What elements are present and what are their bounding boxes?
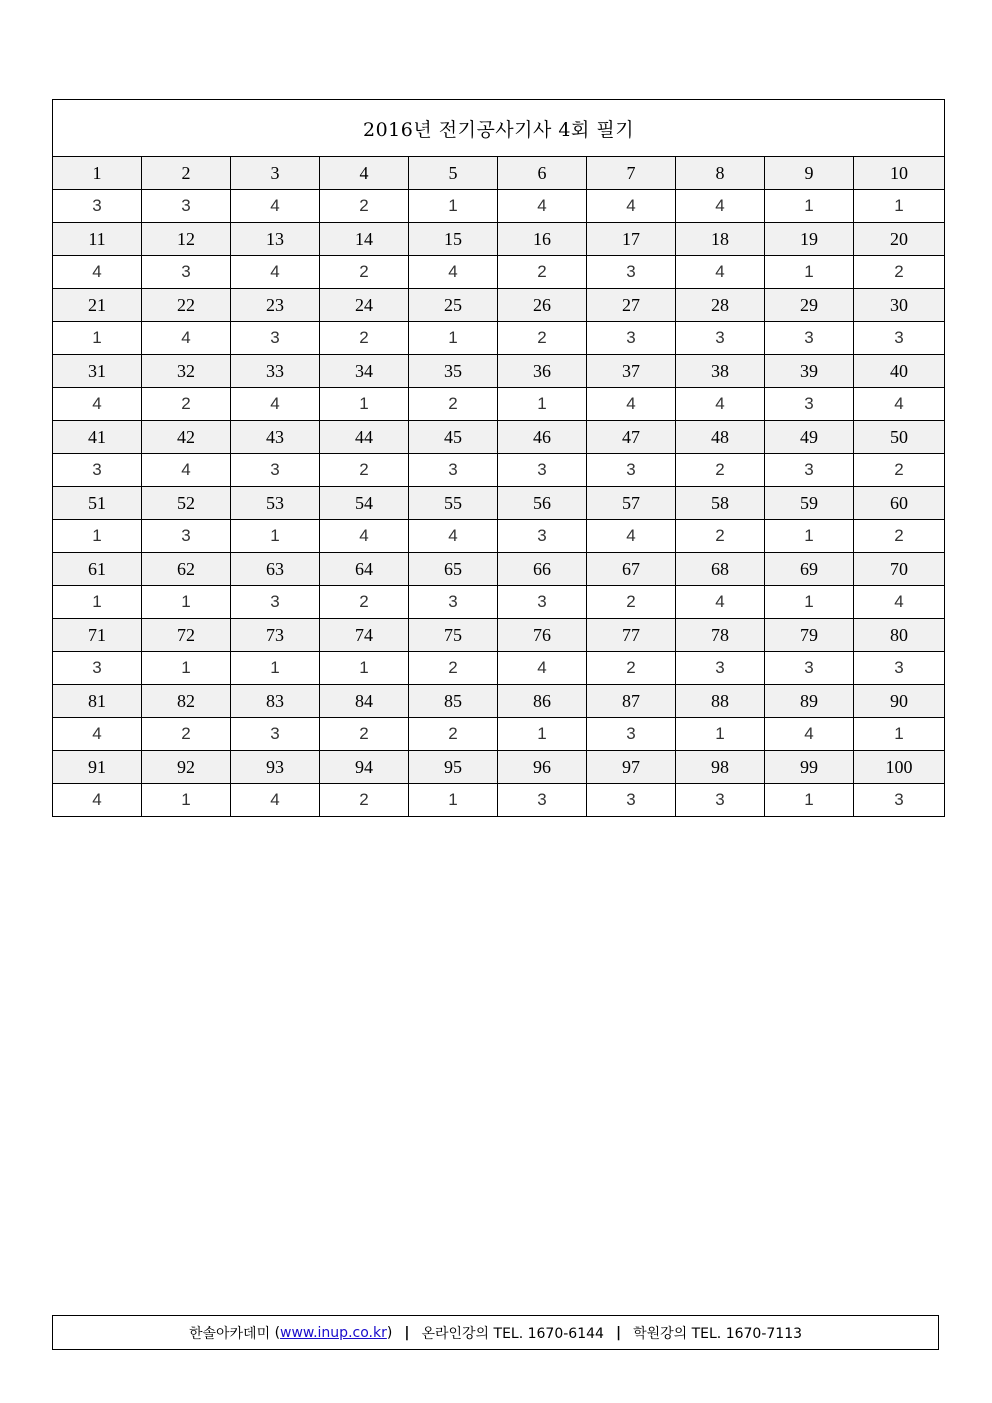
footer-separator: | <box>615 1324 622 1341</box>
answer-row <box>53 586 945 619</box>
question-number-cell: 31 <box>53 355 142 388</box>
answer-cell: 4 <box>53 718 142 751</box>
answer-cell: 3 <box>765 454 854 487</box>
answer-cell: 1 <box>854 718 945 751</box>
answer-cell: 4 <box>676 190 765 223</box>
question-number-cell: 4 <box>320 157 409 190</box>
answer-cell: 3 <box>231 322 320 355</box>
footer-academy-phone: 학원강의 TEL. 1670-7113 <box>633 1325 803 1342</box>
answer-cell: 1 <box>498 718 587 751</box>
answer-row <box>53 388 945 421</box>
answer-cell: 3 <box>498 784 587 817</box>
answer-row <box>53 652 945 685</box>
question-number-cell: 93 <box>231 751 320 784</box>
question-number-cell: 66 <box>498 553 587 586</box>
answer-cell: 2 <box>320 454 409 487</box>
answer-cell: 1 <box>854 190 945 223</box>
question-number-cell: 2 <box>142 157 231 190</box>
answer-cell: 4 <box>676 388 765 421</box>
answer-cell: 2 <box>409 652 498 685</box>
answer-cell: 3 <box>854 784 945 817</box>
question-number-cell: 14 <box>320 223 409 256</box>
question-number-cell: 28 <box>676 289 765 322</box>
answer-cell: 1 <box>409 784 498 817</box>
answer-cell: 4 <box>231 388 320 421</box>
question-number-cell: 67 <box>587 553 676 586</box>
question-number-cell: 23 <box>231 289 320 322</box>
answer-cell: 3 <box>231 718 320 751</box>
question-number-cell: 95 <box>409 751 498 784</box>
answer-cell: 2 <box>587 652 676 685</box>
question-number-cell: 80 <box>854 619 945 652</box>
question-number-cell: 25 <box>409 289 498 322</box>
answer-cell: 3 <box>53 454 142 487</box>
answer-cell: 4 <box>409 520 498 553</box>
answer-cell: 1 <box>765 586 854 619</box>
question-number-cell: 20 <box>854 223 945 256</box>
answer-cell: 4 <box>53 784 142 817</box>
question-number-cell: 19 <box>765 223 854 256</box>
question-number-cell: 7 <box>587 157 676 190</box>
answer-row <box>53 520 945 553</box>
question-number-cell: 39 <box>765 355 854 388</box>
answer-cell: 3 <box>587 784 676 817</box>
question-number-cell: 51 <box>53 487 142 520</box>
answer-cell: 3 <box>587 322 676 355</box>
question-number-row <box>53 553 945 586</box>
question-number-cell: 15 <box>409 223 498 256</box>
question-number-cell: 40 <box>854 355 945 388</box>
question-number-cell: 75 <box>409 619 498 652</box>
answer-row <box>53 256 945 289</box>
website-link[interactable]: www.inup.co.kr <box>280 1324 387 1341</box>
question-number-cell: 79 <box>765 619 854 652</box>
question-number-cell: 60 <box>854 487 945 520</box>
answer-cell: 1 <box>53 520 142 553</box>
answer-cell: 4 <box>765 718 854 751</box>
question-number-cell: 16 <box>498 223 587 256</box>
answer-cell: 2 <box>854 256 945 289</box>
answer-cell: 3 <box>587 256 676 289</box>
question-number-cell: 63 <box>231 553 320 586</box>
question-number-cell: 61 <box>53 553 142 586</box>
answer-cell: 1 <box>765 190 854 223</box>
question-number-cell: 71 <box>53 619 142 652</box>
question-number-cell: 5 <box>409 157 498 190</box>
answer-cell: 1 <box>142 784 231 817</box>
answer-cell: 2 <box>498 256 587 289</box>
question-number-cell: 69 <box>765 553 854 586</box>
question-number-cell: 53 <box>231 487 320 520</box>
answer-cell: 2 <box>320 586 409 619</box>
answer-cell: 2 <box>320 256 409 289</box>
question-number-cell: 68 <box>676 553 765 586</box>
answer-cell: 3 <box>142 520 231 553</box>
question-number-cell: 58 <box>676 487 765 520</box>
question-number-cell: 11 <box>53 223 142 256</box>
answer-cell: 3 <box>765 388 854 421</box>
question-number-cell: 33 <box>231 355 320 388</box>
answer-cell: 2 <box>142 388 231 421</box>
question-number-cell: 65 <box>409 553 498 586</box>
footer-online-phone: 온라인강의 TEL. 1670-6144 <box>421 1325 604 1342</box>
answer-cell: 3 <box>587 454 676 487</box>
answer-cell: 3 <box>53 652 142 685</box>
question-number-cell: 96 <box>498 751 587 784</box>
answer-cell: 4 <box>676 256 765 289</box>
answer-cell: 2 <box>498 322 587 355</box>
answer-cell: 3 <box>498 586 587 619</box>
question-number-cell: 89 <box>765 685 854 718</box>
answer-cell: 3 <box>498 520 587 553</box>
question-number-cell: 90 <box>854 685 945 718</box>
question-number-row <box>53 289 945 322</box>
answer-cell: 3 <box>676 652 765 685</box>
answer-cell: 1 <box>765 784 854 817</box>
answer-cell: 4 <box>587 190 676 223</box>
answer-cell: 1 <box>142 586 231 619</box>
answer-cell: 3 <box>53 190 142 223</box>
answer-cell: 1 <box>53 322 142 355</box>
question-number-cell: 17 <box>587 223 676 256</box>
question-number-row <box>53 487 945 520</box>
question-number-cell: 62 <box>142 553 231 586</box>
question-number-cell: 18 <box>676 223 765 256</box>
answer-row <box>53 322 945 355</box>
question-number-cell: 12 <box>142 223 231 256</box>
answer-cell: 1 <box>231 652 320 685</box>
question-number-cell: 43 <box>231 421 320 454</box>
answer-cell: 1 <box>765 520 854 553</box>
answer-cell: 3 <box>409 586 498 619</box>
question-number-cell: 94 <box>320 751 409 784</box>
question-number-cell: 26 <box>498 289 587 322</box>
question-number-cell: 21 <box>53 289 142 322</box>
question-number-cell: 29 <box>765 289 854 322</box>
question-number-cell: 86 <box>498 685 587 718</box>
question-number-cell: 30 <box>854 289 945 322</box>
answer-cell: 2 <box>320 322 409 355</box>
question-number-cell: 92 <box>142 751 231 784</box>
answer-cell: 4 <box>231 256 320 289</box>
question-number-cell: 98 <box>676 751 765 784</box>
question-number-cell: 82 <box>142 685 231 718</box>
answer-cell: 2 <box>854 520 945 553</box>
answer-cell: 4 <box>53 388 142 421</box>
question-number-cell: 34 <box>320 355 409 388</box>
question-number-cell: 50 <box>854 421 945 454</box>
answer-row <box>53 454 945 487</box>
footer-bar <box>52 1315 939 1350</box>
answer-cell: 3 <box>765 652 854 685</box>
question-number-cell: 3 <box>231 157 320 190</box>
question-number-cell: 9 <box>765 157 854 190</box>
question-number-row <box>53 421 945 454</box>
question-number-row <box>53 751 945 784</box>
answer-cell: 1 <box>676 718 765 751</box>
question-number-cell: 44 <box>320 421 409 454</box>
answer-cell: 1 <box>320 652 409 685</box>
question-number-cell: 27 <box>587 289 676 322</box>
question-number-cell: 100 <box>854 751 945 784</box>
answer-row <box>53 784 945 817</box>
question-number-cell: 42 <box>142 421 231 454</box>
answer-cell: 4 <box>409 256 498 289</box>
question-number-cell: 54 <box>320 487 409 520</box>
question-number-cell: 13 <box>231 223 320 256</box>
answer-cell: 1 <box>409 190 498 223</box>
question-number-cell: 83 <box>231 685 320 718</box>
question-number-cell: 64 <box>320 553 409 586</box>
question-number-cell: 78 <box>676 619 765 652</box>
footer-brand: 한솔아카데미 <box>188 1325 271 1342</box>
question-number-cell: 35 <box>409 355 498 388</box>
answer-cell: 3 <box>676 784 765 817</box>
answer-cell: 3 <box>498 454 587 487</box>
question-number-cell: 24 <box>320 289 409 322</box>
page-title: 2016년 전기공사기사 4회 필기 <box>53 100 945 157</box>
answer-cell: 3 <box>231 586 320 619</box>
question-number-cell: 72 <box>142 619 231 652</box>
question-number-cell: 55 <box>409 487 498 520</box>
answer-cell: 2 <box>320 784 409 817</box>
question-number-cell: 8 <box>676 157 765 190</box>
answer-cell: 3 <box>409 454 498 487</box>
answer-cell: 2 <box>142 718 231 751</box>
answer-cell: 1 <box>498 388 587 421</box>
answer-cell: 4 <box>142 322 231 355</box>
question-number-cell: 22 <box>142 289 231 322</box>
question-number-cell: 41 <box>53 421 142 454</box>
footer-paren-open: ( <box>274 1324 281 1341</box>
answer-cell: 1 <box>765 256 854 289</box>
answer-cell: 2 <box>854 454 945 487</box>
question-number-cell: 32 <box>142 355 231 388</box>
question-number-cell: 76 <box>498 619 587 652</box>
footer-paren-close: ) <box>386 1324 393 1341</box>
answer-cell: 2 <box>409 388 498 421</box>
answer-cell: 3 <box>587 718 676 751</box>
question-number-cell: 6 <box>498 157 587 190</box>
footer-separator: | <box>404 1324 410 1341</box>
answer-cell: 4 <box>854 388 945 421</box>
answer-cell: 2 <box>676 520 765 553</box>
answer-cell: 4 <box>320 520 409 553</box>
answer-cell: 4 <box>53 256 142 289</box>
question-number-cell: 36 <box>498 355 587 388</box>
question-number-cell: 59 <box>765 487 854 520</box>
question-number-row <box>53 157 945 190</box>
question-number-row <box>53 685 945 718</box>
answer-cell: 2 <box>320 190 409 223</box>
answer-cell: 1 <box>53 586 142 619</box>
answer-cell: 4 <box>676 586 765 619</box>
question-number-cell: 57 <box>587 487 676 520</box>
answer-cell: 1 <box>320 388 409 421</box>
question-number-cell: 77 <box>587 619 676 652</box>
question-number-cell: 56 <box>498 487 587 520</box>
question-number-cell: 49 <box>765 421 854 454</box>
question-number-cell: 48 <box>676 421 765 454</box>
question-number-cell: 97 <box>587 751 676 784</box>
question-number-cell: 37 <box>587 355 676 388</box>
question-number-cell: 46 <box>498 421 587 454</box>
question-number-cell: 73 <box>231 619 320 652</box>
answer-cell: 4 <box>498 652 587 685</box>
answer-cell: 4 <box>587 520 676 553</box>
question-number-row <box>53 355 945 388</box>
answer-cell: 3 <box>854 652 945 685</box>
answer-row <box>53 190 945 223</box>
question-number-cell: 1 <box>53 157 142 190</box>
question-number-cell: 74 <box>320 619 409 652</box>
answer-cell: 2 <box>409 718 498 751</box>
question-number-cell: 70 <box>854 553 945 586</box>
answer-cell: 4 <box>498 190 587 223</box>
question-number-row <box>53 619 945 652</box>
answer-row <box>53 718 945 751</box>
answer-cell: 4 <box>231 784 320 817</box>
question-number-cell: 85 <box>409 685 498 718</box>
answer-cell: 2 <box>587 586 676 619</box>
question-number-row <box>53 223 945 256</box>
question-number-cell: 81 <box>53 685 142 718</box>
question-number-cell: 47 <box>587 421 676 454</box>
answer-cell: 3 <box>142 190 231 223</box>
answer-cell: 2 <box>320 718 409 751</box>
answer-cell: 3 <box>854 322 945 355</box>
question-number-cell: 91 <box>53 751 142 784</box>
question-number-cell: 87 <box>587 685 676 718</box>
question-number-cell: 45 <box>409 421 498 454</box>
answer-cell: 3 <box>231 454 320 487</box>
question-number-cell: 88 <box>676 685 765 718</box>
answer-cell: 1 <box>142 652 231 685</box>
question-number-cell: 99 <box>765 751 854 784</box>
answer-cell: 3 <box>676 322 765 355</box>
question-number-cell: 84 <box>320 685 409 718</box>
answer-cell: 4 <box>142 454 231 487</box>
answer-cell: 3 <box>765 322 854 355</box>
answer-cell: 3 <box>142 256 231 289</box>
answer-key-table <box>52 99 945 817</box>
answer-cell: 1 <box>409 322 498 355</box>
answer-cell: 1 <box>231 520 320 553</box>
answer-cell: 4 <box>854 586 945 619</box>
question-number-cell: 52 <box>142 487 231 520</box>
answer-cell: 2 <box>676 454 765 487</box>
question-number-cell: 38 <box>676 355 765 388</box>
answer-cell: 4 <box>231 190 320 223</box>
question-number-cell: 10 <box>854 157 945 190</box>
answer-cell: 4 <box>587 388 676 421</box>
